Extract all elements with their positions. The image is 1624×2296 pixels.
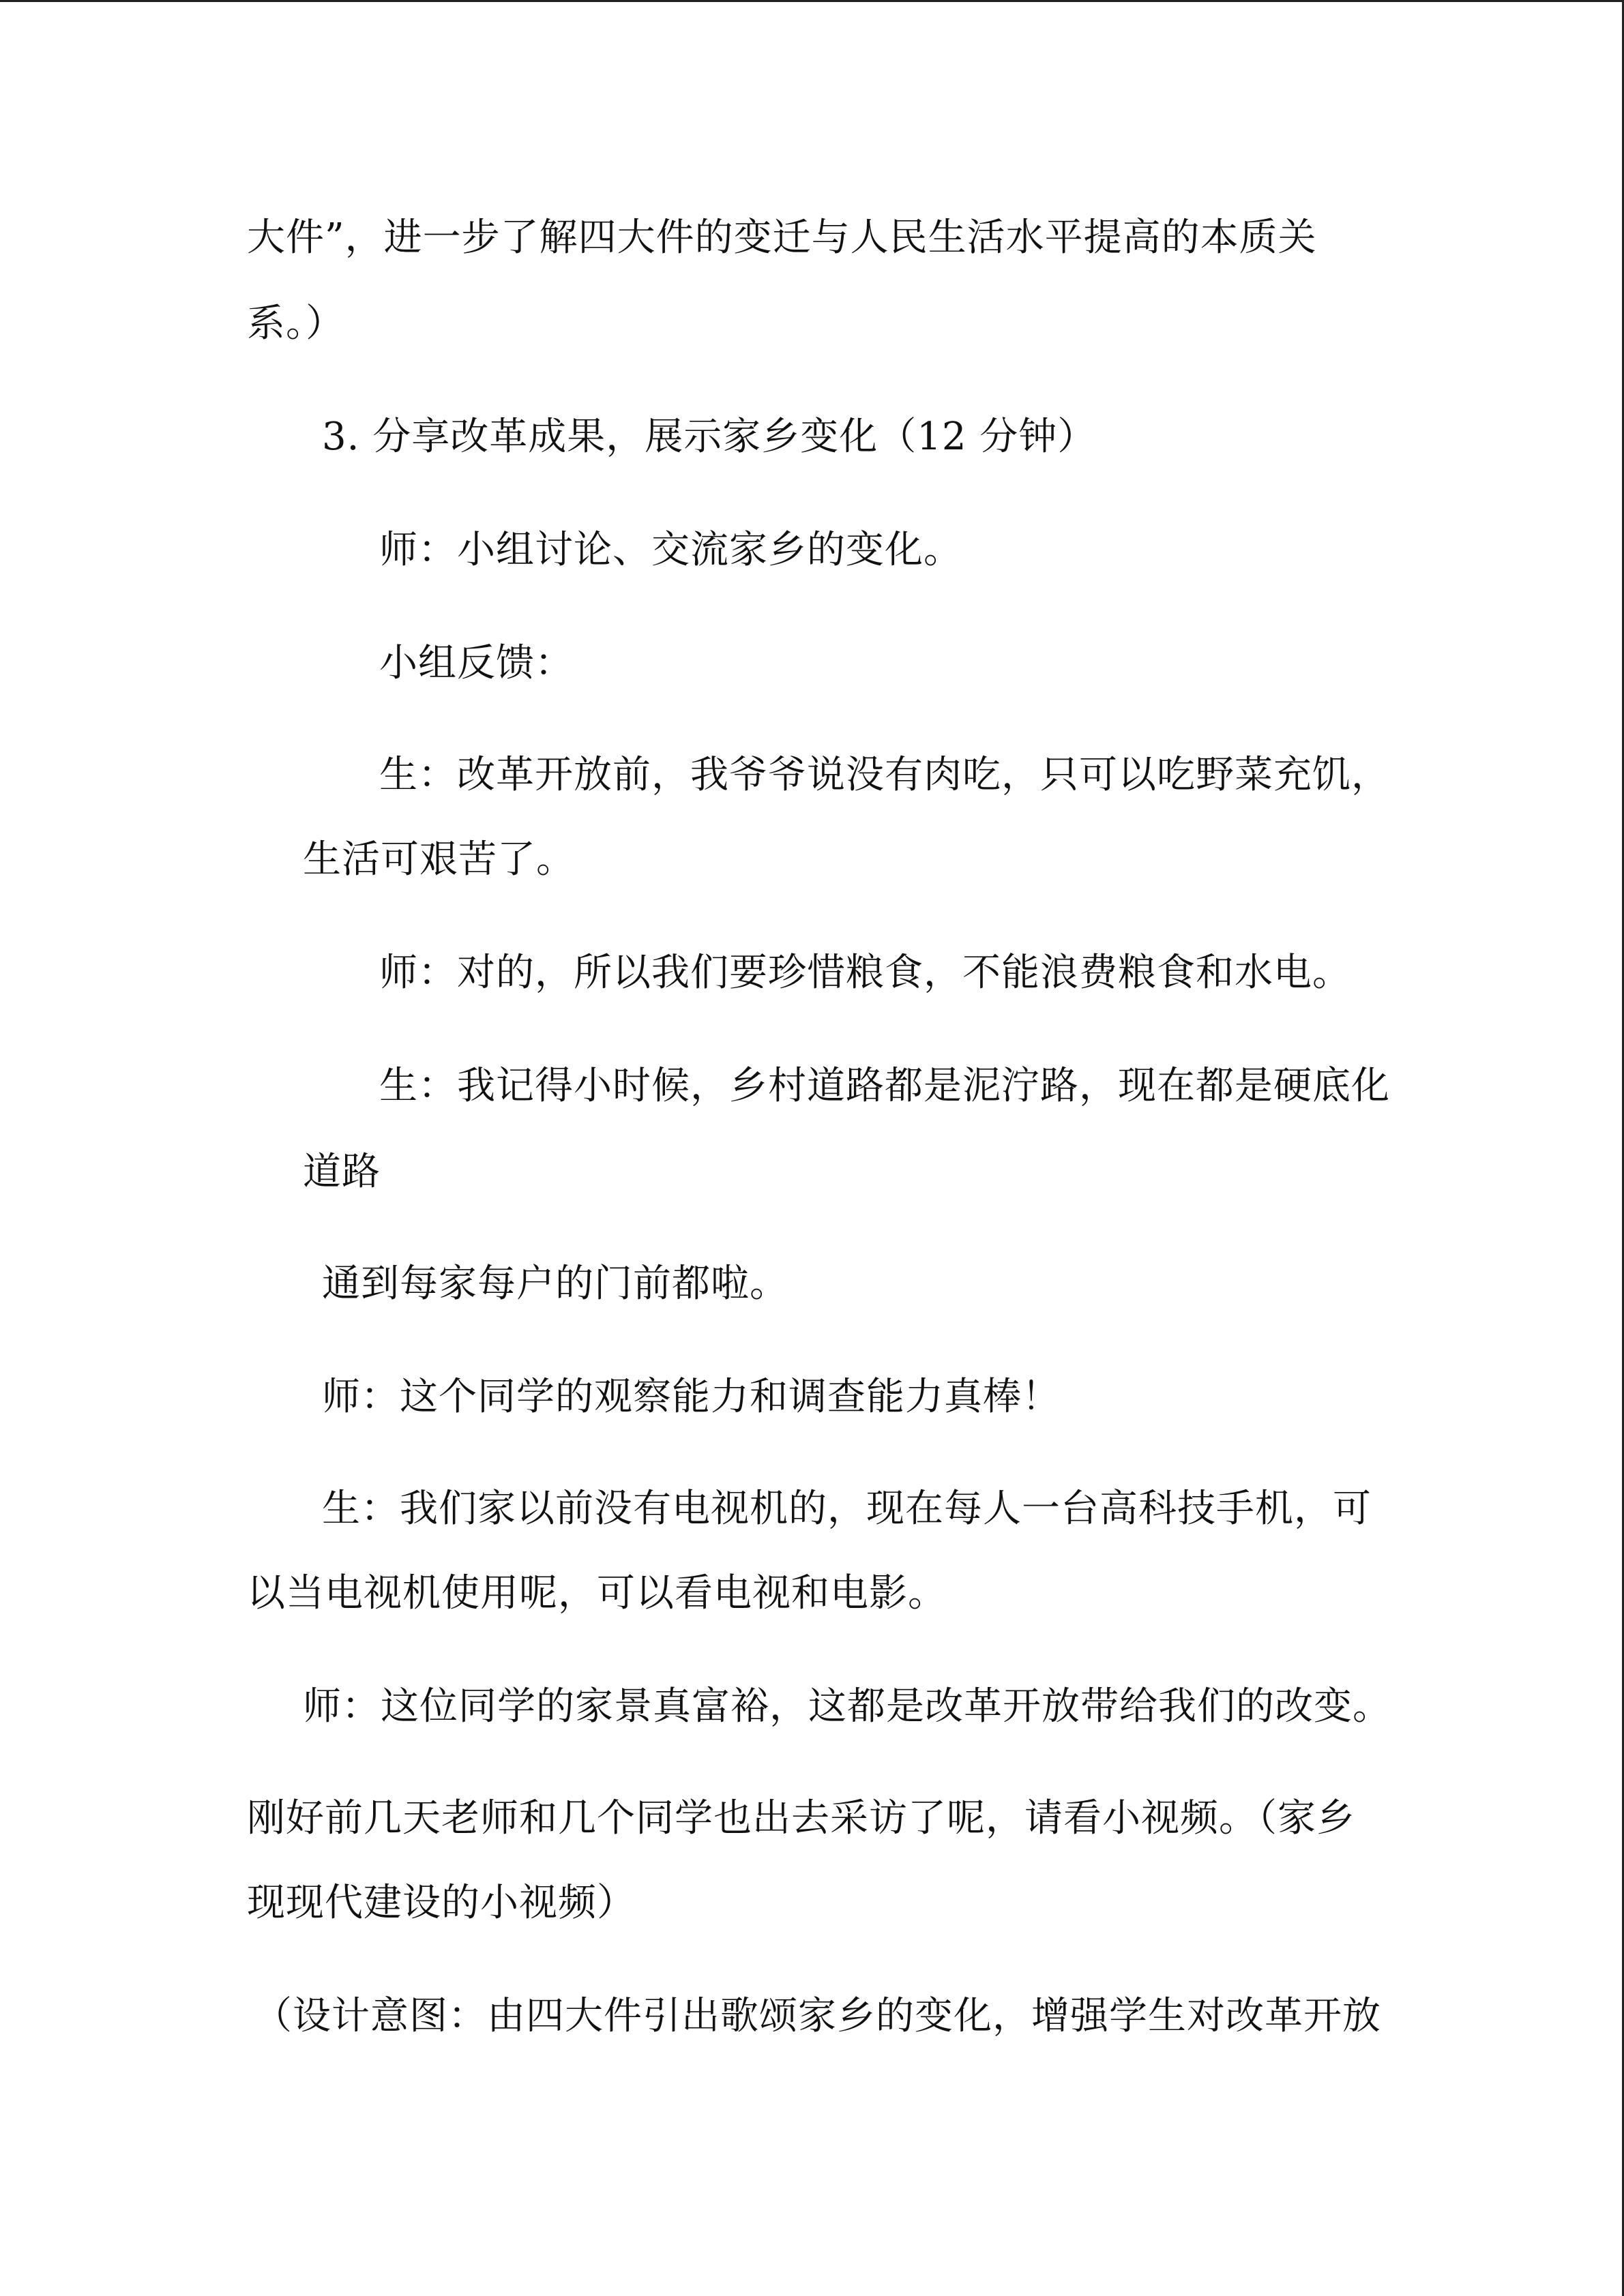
paragraph-line: 通到每家每户的门前都啦。 (322, 1262, 788, 1306)
paragraph-line: 小组反馈： (379, 641, 574, 685)
paragraph-line: 师：小组讨论、交流家乡的变化。 (379, 528, 962, 572)
paragraph-line: 现现代建设的小视频） (247, 1881, 636, 1925)
paragraph-line: 生活可艰苦了。 (303, 837, 575, 882)
paragraph-line: 系。） (247, 301, 344, 346)
page-top-border (0, 0, 1624, 2)
paragraph-line: 大件”，进一步了解四大件的变迁与人民生活水平提高的本质关 (247, 215, 1317, 260)
paragraph-line: 生：我们家以前没有电视机的，现在每人一台高科技手机，可 (322, 1487, 1372, 1531)
paragraph-line: 刚好前几天老师和几个同学也出去采访了呢，请看小视频。（家乡 (247, 1796, 1355, 1840)
paragraph-line: 师：这个同学的观察能力和调查能力真棒！ (322, 1375, 1061, 1419)
paragraph-line: 师：这位同学的家景真富裕，这都是改革开放带给我们的改变。 (303, 1684, 1391, 1729)
paragraph-line: 师：对的，所以我们要珍惜粮食，不能浪费粮食和水电。 (379, 951, 1351, 995)
paragraph-line: 以当电视机使用呢，可以看电视和电影。 (247, 1571, 947, 1615)
paragraph-line: 道路 (303, 1150, 381, 1194)
paragraph-line: 生：我记得小时候，乡村道路都是泥泞路，现在都是硬底化 (379, 1064, 1390, 1108)
paragraph-line: （设计意图：由四大件引出歌颂家乡的变化，增强学生对改革开放 (254, 1994, 1381, 2038)
section-heading: 3. 分享改革成果，展示家乡变化（12 分钟） (322, 415, 1097, 459)
paragraph-line: 生：改革开放前，我爷爷说没有肉吃，只可以吃野菜充饥， (379, 753, 1390, 797)
